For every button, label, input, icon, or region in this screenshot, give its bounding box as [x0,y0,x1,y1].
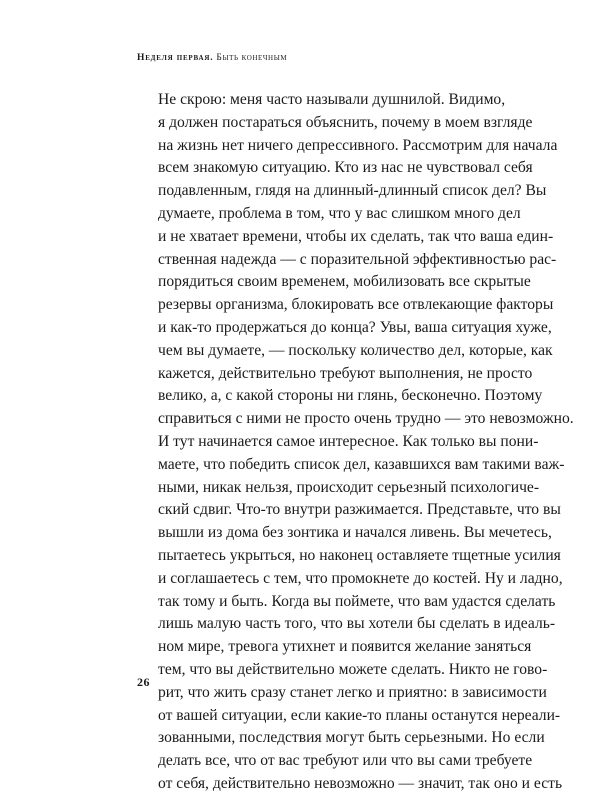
running-header-title: Быть конечным [216,53,288,63]
text-line: зованными, последствия могут быть серьезными. Но если [158,729,545,747]
text-line: от вашей ситуации, если какие-то планы останутся нереали- [158,706,561,724]
paragraph-2 [137,431,565,796]
paragraph-1 [137,89,574,431]
text-line: резервы организма, блокировать все отвлекающие факторы [158,296,554,314]
text-line: и как-то продержаться до конца? Увы, ваша ситуация хуже, [158,318,552,336]
text-line: ными, никак нельзя, происходит серьезный психологиче- [158,478,540,496]
text-line: справиться с ними не просто очень трудно — это невозможно. [158,410,574,428]
text-line: кажется, действительно требуют выполнения, не просто [158,364,533,382]
text-line: всем знакомую ситуацию. Кто из нас не чувствовал себя [158,159,533,177]
body-text [137,89,574,796]
text-line: думаете, проблема в том, что у вас слишком много дел [158,204,521,222]
text-line: ственная надежда — с поразительной эффективностью рас- [158,250,557,268]
text-line: на жизнь нет ничего депрессивного. Рассмотрим для начала [158,136,558,154]
text-line: вышли из дома без зонтика и начался ливень. Вы мечетесь, [158,524,552,542]
text-line: маете, что победить список дел, казавшихся вам такими важ- [158,455,565,473]
text-line: тем, что вы действительно можете сделать. Никто не гово- [158,660,548,678]
text-line: ский сдвиг. Что-то внутри разжимается. Представьте, что вы [158,501,561,519]
running-header-section: Неделя первая. [137,53,214,63]
page-number: 26 [137,675,150,689]
text-line: и не хватает времени, чтобы их сделать, так что ваша един- [158,227,554,245]
text-line: ном мире, тревога утихнет и появится желание заняться [158,638,532,656]
text-line: делать все, что от вас требуют или что вы сами требуете [158,752,533,770]
text-line: рит, что жить сразу станет легко и приятно: в зависимости [158,683,547,701]
text-line: и соглашаетесь с тем, что промокнете до костей. Ну и ладно, [158,569,563,587]
text-line: порядиться своим временем, мобилизовать все скрытые [158,273,531,291]
text-line: я должен постараться объяснить, почему в моем взгляде [158,113,533,131]
running-header [137,53,287,63]
text-line: И тут начинается самое интересное. Как только вы пони- [158,432,539,450]
text-line: так тому и быть. Когда вы поймете, что вам удастся сделать [158,592,556,610]
text-line: подавленным, глядя на длинный-длинный список дел? Вы [158,182,547,200]
text-line: велико, а, с какой стороны ни глянь, бесконечно. Поэтому [158,387,543,405]
text-line: от себя, действительно невозможно — значит, так оно и есть [158,774,563,792]
text-line: лишь малую часть того, что вы хотели бы сделать в идеаль- [158,615,556,633]
text-line: чем вы думаете, — поскольку количество дел, которые, как [158,341,553,359]
text-line: пытаетесь укрыться, но наконец оставляете тщетные усилия [158,546,561,564]
text-line: Не скрою: меня часто называли душнилой. Видимо, [158,91,506,108]
